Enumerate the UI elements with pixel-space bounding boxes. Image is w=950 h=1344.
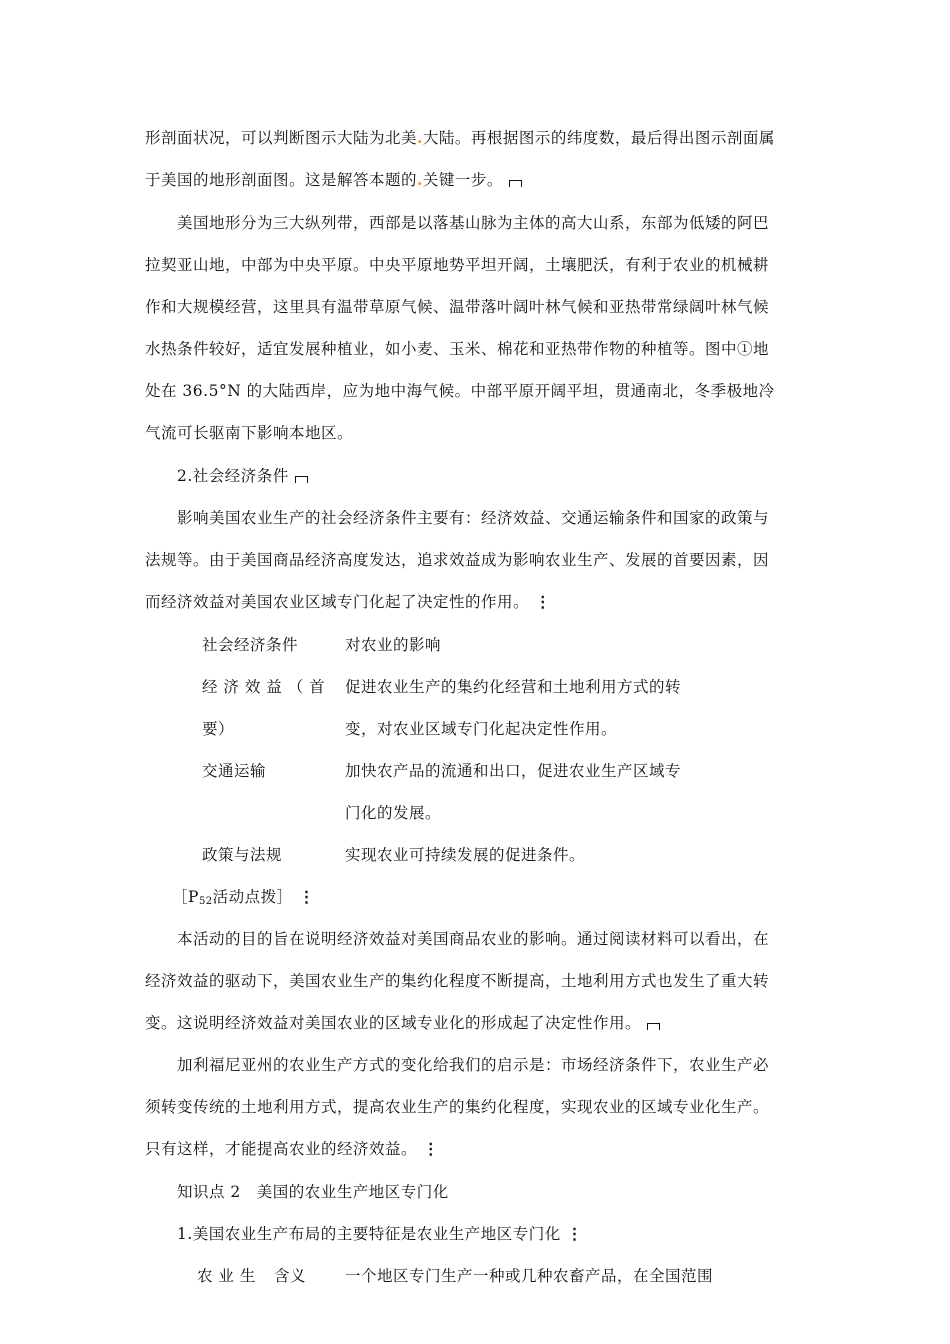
table-cell: 门化的发展。 bbox=[345, 804, 442, 822]
text-line: 法规等。由于美国商品经济高度发达，追求效益成为影响农业生产、发展的首要因素，因 bbox=[145, 551, 770, 569]
table-cell: 含义 bbox=[274, 1267, 307, 1285]
table-cell: 变，对农业区域专门化起决定性作用。 bbox=[345, 720, 618, 738]
text-line: 须转变传统的土地利用方式，提高农业生产的集约化程度，实现农业的区域专业化生产。 bbox=[145, 1098, 770, 1116]
orange-mark: . bbox=[417, 128, 423, 147]
table-header-left: 社会经济条件 bbox=[202, 636, 299, 654]
table-header-right: 对农业的影响 bbox=[345, 636, 442, 654]
text-line: 形剖面状况，可以判断图示大陆为北美.大陆。再根据图示的纬度数，最后得出图示剖面属 bbox=[145, 128, 775, 147]
table-cell: 经 济 效 益 （ 首 bbox=[202, 678, 326, 696]
table-cell: 加快农产品的流通和出口，促进农业生产区域专 bbox=[345, 762, 682, 780]
text-line: 作和大规模经营，这里具有温带草原气候、温带落叶阔叶林气候和亚热带常绿阔叶林气候 bbox=[145, 298, 770, 316]
text-line: 美国地形分为三大纵列带，西部是以落基山脉为主体的高大山系，东部为低矮的阿巴 bbox=[177, 214, 770, 232]
table-cell: 一个地区专门生产一种或几种农畜产品，在全国范围 bbox=[345, 1267, 714, 1285]
table-cell: 农 业 生 bbox=[197, 1267, 256, 1285]
text-line: 只有这样，才能提高农业的经济效益。 ⋮ bbox=[145, 1139, 440, 1158]
text-line: 经济效益的驱动下，美国农业生产的集约化程度不断提高，土地利用方式也发生了重大转 bbox=[145, 972, 770, 990]
dots-mark-icon: ⋮ bbox=[298, 887, 315, 906]
text-line: 于美国的地形剖面图。这是解答本题的.关键一步。 bbox=[145, 170, 522, 190]
text-line: 而经济效益对美国农业区域专门化起了决定性的作用。 ⋮ bbox=[145, 592, 552, 611]
text-line: 1.美国农业生产布局的主要特征是农业生产地区专门化 ⋮ bbox=[177, 1224, 583, 1243]
text-line: 影响美国农业生产的社会经济条件主要有：经济效益、交通运输条件和国家的政策与 bbox=[177, 509, 770, 527]
text-line: 气流可长驱南下影响本地区。 bbox=[145, 424, 354, 442]
bracket-mark-icon bbox=[295, 476, 308, 483]
table-cell: 实现农业可持续发展的促进条件。 bbox=[345, 846, 586, 864]
text-line: 加利福尼亚州的农业生产方式的变化给我们的启示是：市场经济条件下，农业生产必 bbox=[177, 1056, 770, 1074]
text-line: 拉契亚山地，中部为中央平原。中央平原地势平坦开阔，土壤肥沃，有利于农业的机械耕 bbox=[145, 256, 770, 274]
table-cell: 促进农业生产的集约化经营和土地利用方式的转 bbox=[345, 678, 682, 696]
orange-mark: . bbox=[417, 170, 423, 189]
dots-mark-icon: ⋮ bbox=[566, 1224, 583, 1243]
table-cell: 要） bbox=[202, 720, 235, 738]
section-heading: 知识点 2 美国的农业生产地区专门化 bbox=[177, 1183, 449, 1201]
text-line: 水热条件较好，适宜发展种植业，如小麦、玉米、棉花和亚热带作物的种植等。图中①地 bbox=[145, 340, 770, 358]
table-cell: 政策与法规 bbox=[202, 846, 283, 864]
text-line: 本活动的目的旨在说明经济效益对美国商品农业的影响。通过阅读材料可以看出，在 bbox=[177, 930, 770, 948]
table-cell: 交通运输 bbox=[202, 762, 267, 780]
text-line: 变。这说明经济效益对美国农业的区域专业化的形成起了决定性作用。 bbox=[145, 1013, 660, 1033]
bracket-mark-icon bbox=[509, 180, 522, 187]
activity-heading: $[P_{52}$活动点拨］ ⋮ bbox=[172, 887, 315, 907]
dots-mark-icon: ⋮ bbox=[423, 1139, 440, 1158]
text-line: 处在 36.5°N 的大陆西岸，应为地中海气候。中部平原开阔平坦，贯通南北，冬季极地冷 bbox=[145, 382, 775, 400]
dots-mark-icon: ⋮ bbox=[535, 592, 552, 611]
section-heading: 2.社会经济条件 bbox=[177, 466, 308, 486]
bracket-mark-icon bbox=[647, 1023, 660, 1030]
